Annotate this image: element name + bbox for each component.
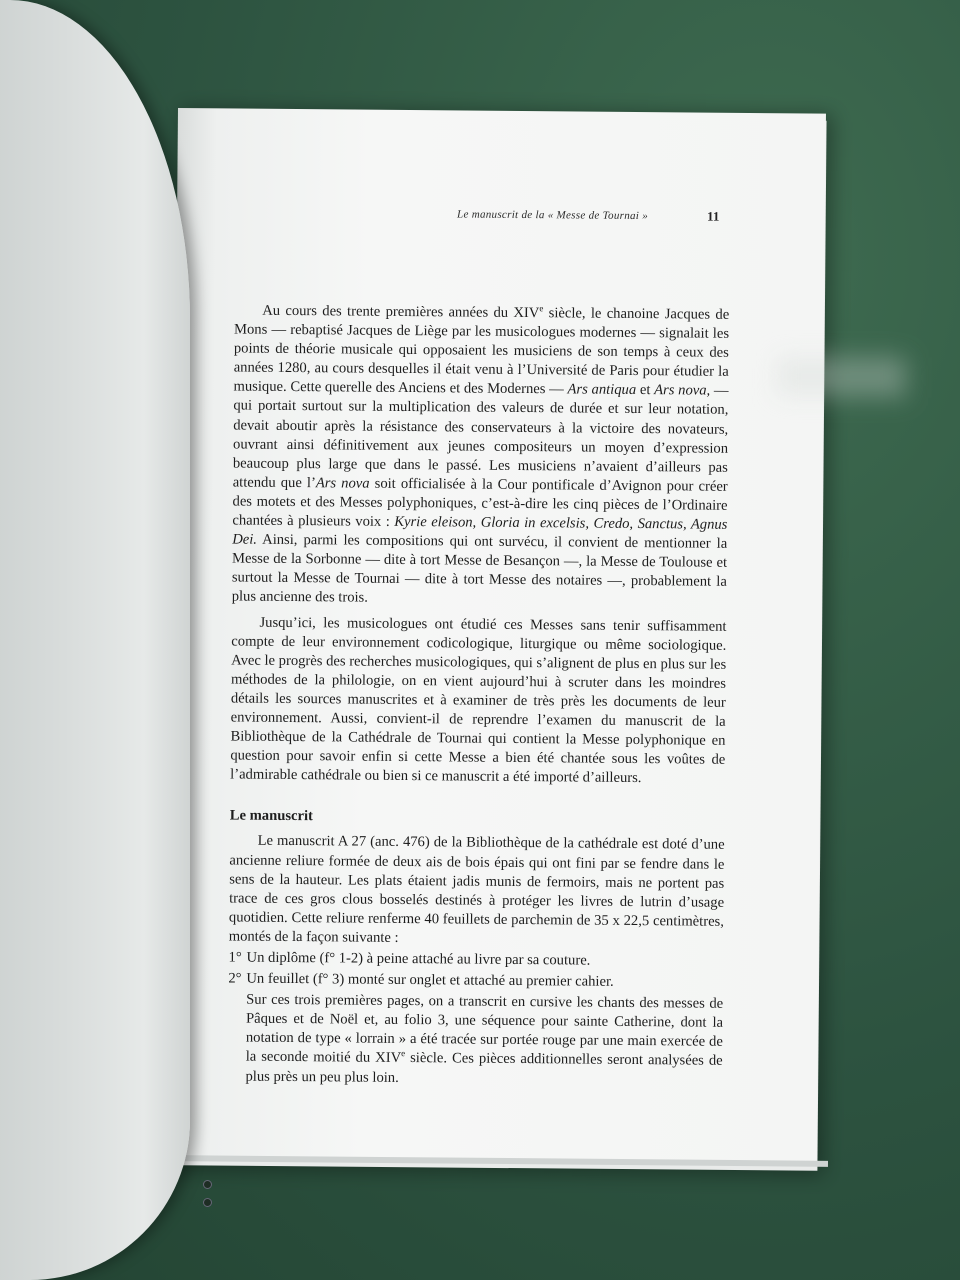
list-item-text: Un diplôme (f° 1-2) à peine attaché au livre par sa couture.: [246, 949, 591, 969]
running-title: Le manuscrit de la « Messe de Tournai »: [457, 208, 649, 223]
section-heading: Le manuscrit: [229, 807, 314, 825]
list-item: [228, 970, 723, 993]
section-intro-paragraph: Le manuscrit A 27 (anc. 476) de la Bibliothèque de la cathédrale est doté d’une ancienne reliure formée de deux ais de bois épais qui ont fini par se fendre dans le sens de la hauteur. Les plats étaient jadis munis de fermoirs, mais ne portent pas trace de ces gros clous bosselés destinés à protéger les livres de lutrin d’usage quotidien. Cette reliure renferme 40 feuillets de parchemin de 35 x 22,5 centimètres, montés de la façon suivante :: [228, 833, 725, 946]
list-note-paragraph: Sur ces trois premières pages, on a transcrit en cursive les chants des messes de Pâques et de Noël et, au folio 3, une séquence pour sainte Catherine, dont la notation de type « lorrain » a été tracée sur portée rouge par une main exercée de la seconde moitié du XIVe siècle. Ces pièces additionnelles seront analysées de plus près un peu plus loin.: [245, 991, 724, 1086]
list-item: [229, 948, 724, 971]
list-item-number: 2°: [228, 970, 242, 987]
paragraph-intro: Au cours des trente premières années du XIVe siècle, le chanoine Jacques de Mons — rebaptisé Jacques de Liège par les musicologues modernes — signalait les points de théorie musicale qui opposaient les musiciens de son temps à ceux des années 1280, au cours desquelles il était venu à l’Université de Paris pour étudier la musique. Cette querelle des Anciens et des Modernes — Ars antiqua et Ars nova, — qui portait surtout sur la multiplication des valeurs de durée et sur leur notation, devait aboutir après la résistance des conservateurs à la victoire des novateurs, ouvrant ainsi définitivement aux jeunes compositeurs un moyen d’expression beaucoup plus large que dans le passé. Les musiciens n’avaient d’ailleurs pas attendu que l’Ars nova soit officialisée à la Cour pontificale d’Avignon pour créer des motets et des Messes polyphoniques, c’est-à-dire les cinq pièces de l’Ordinaire chantées à plusieurs voix : Kyrie eleison, Gloria in excelsis, Credo, Sanctus, Agnus Dei. Ainsi, parmi les compositions qui ont survécu, il convient de mentionner la Messe de la Sorbonne — dite à tort Messe de Besançon —, la Messe de Toulouse et surtout la Messe de Tournai — dite à tort Messe des notaires —, probablement la plus ancienne des trois.: [231, 302, 730, 607]
facing-page-curl: [0, 0, 190, 1280]
paper-smudge: [776, 356, 906, 397]
folio-list: [227, 948, 723, 1090]
list-item-number: 1°: [228, 949, 242, 966]
page-body: [227, 301, 729, 1090]
table-hole: [203, 1180, 212, 1189]
page-number: 11: [707, 208, 720, 224]
table-hole: [203, 1198, 212, 1207]
paragraph-musicologists: Jusqu’ici, les musicologues ont étudié ces Messes sans tenir suffisamment compte de leur environnement codicologique, liturgique ou même sociologique. Avec le progrès des recherches musicologiques, qui s’alignent de plus en plus sur les méthodes de la philologie, on en vient aujourd’hui à scruter dans les moindres détails les sources manuscrites et à examiner de très près les documents de leur environnement. Aussi, convient-il de reprendre l’examen du manuscrit de la Bibliothèque de la Cathédrale de Tournai qui contient la Messe polyphonique en question pour savoir enfin si cette Messe a bien été chantée sous les voûtes de l’admirable cathédrale ou bien si ce manuscrit a été importé d’ailleurs.: [230, 614, 727, 787]
book-page: [169, 108, 826, 1164]
list-item-text: Un feuillet (f° 3) monté sur onglet et attaché au premier cahier.: [246, 970, 614, 990]
